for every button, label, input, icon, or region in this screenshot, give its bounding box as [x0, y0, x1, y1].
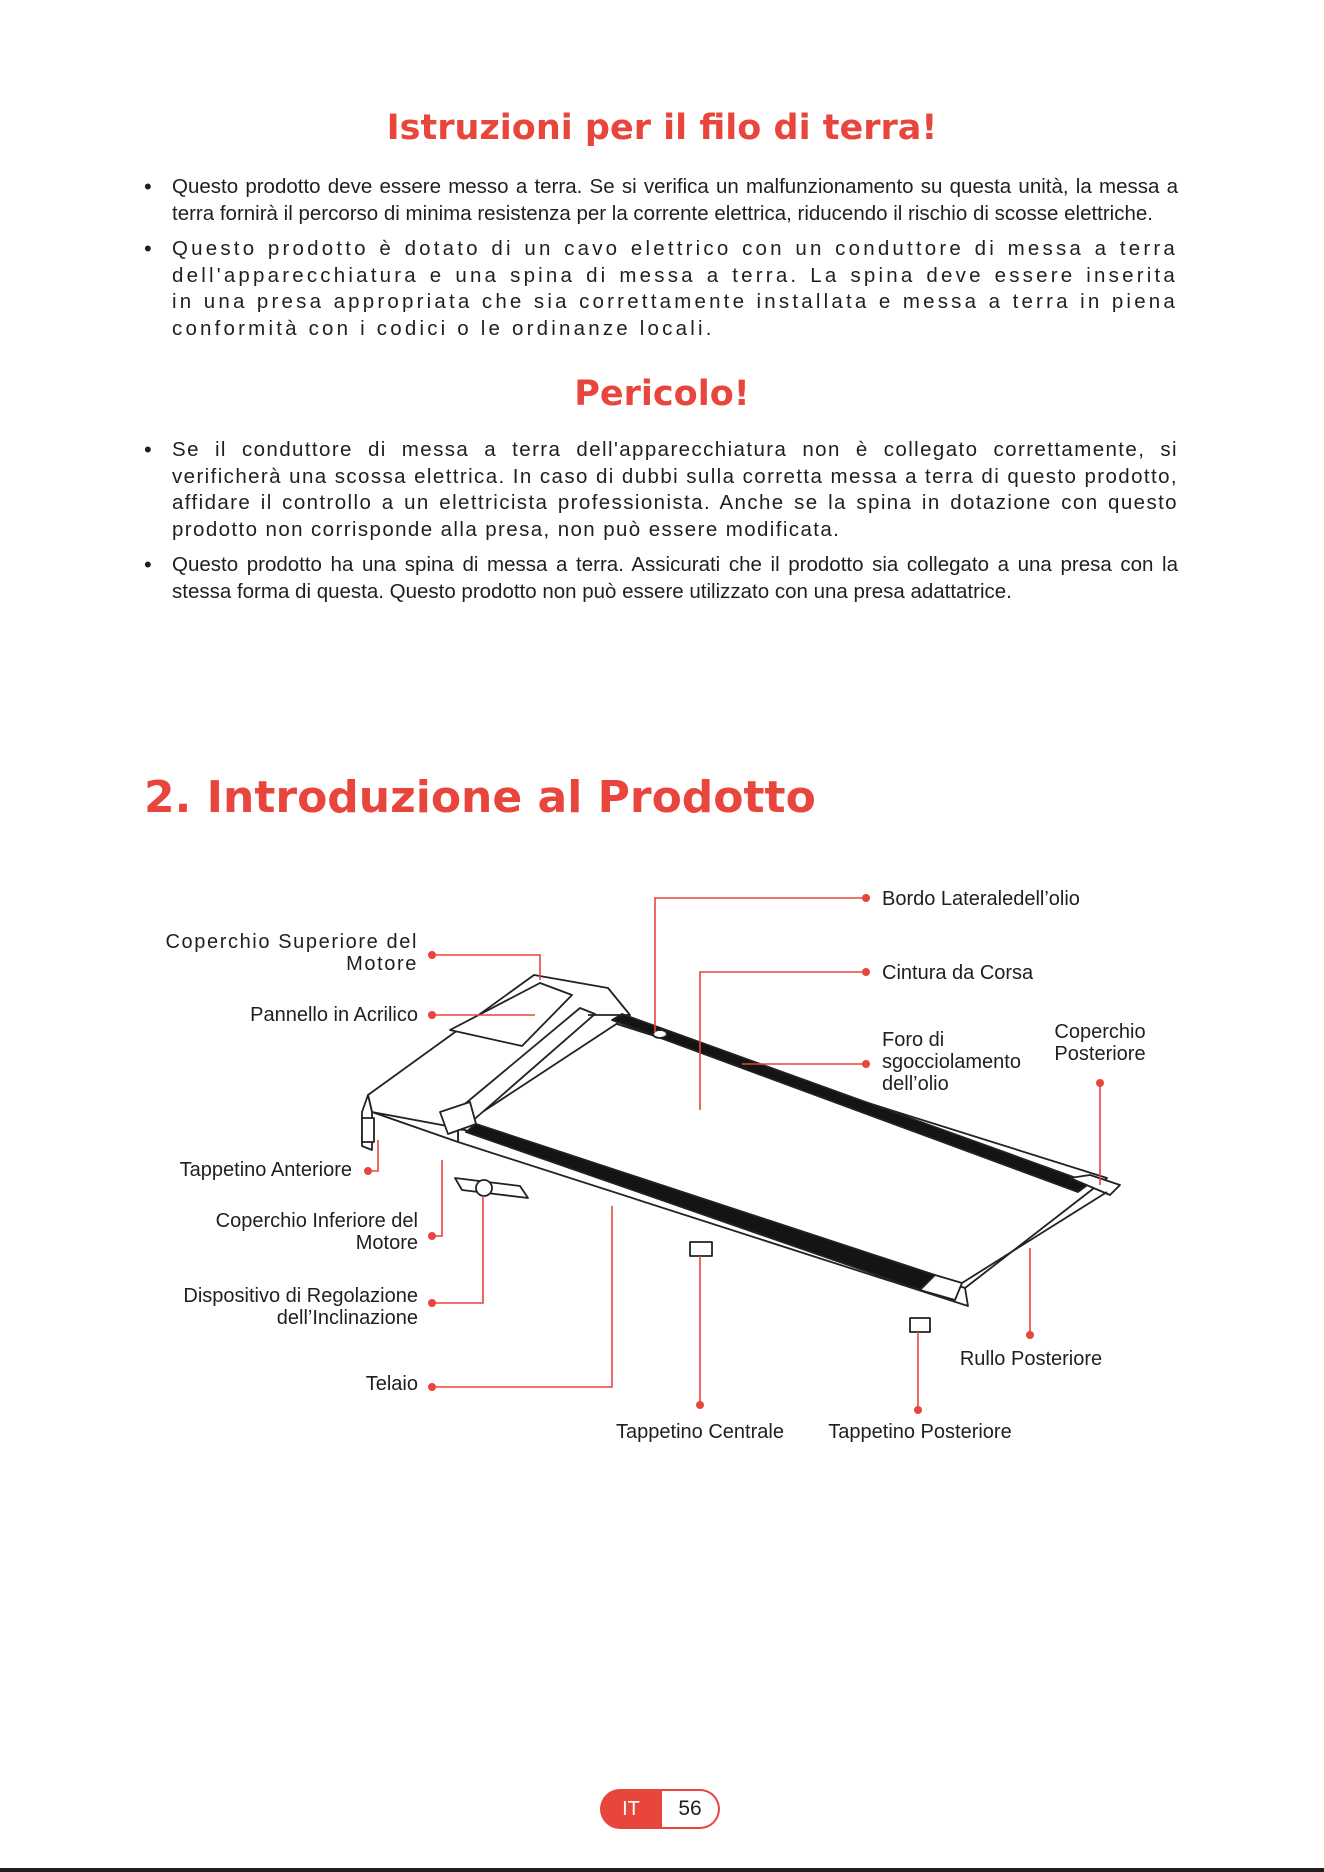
label-side-edge: Bordo Lateraledell’olio [882, 888, 1080, 910]
label-frame: Telaio [365, 1373, 418, 1395]
callout-dot-center-mat [696, 1401, 704, 1409]
callout-line-incline-device [432, 1196, 483, 1303]
callout-dot-incline-device [428, 1299, 436, 1307]
callout-line-side-edge [655, 898, 866, 1032]
label-center-mat: Tappetino Centrale [616, 1421, 784, 1443]
label-acrylic-panel: Pannello in Acrilico [250, 1004, 418, 1026]
center-foot [690, 1242, 712, 1256]
label-rear-roller: Rullo Posteriore [959, 1348, 1103, 1370]
label-oil-drain: Foro di sgocciolamento dell’olio [882, 1029, 1021, 1095]
callout-line-motor-bottom-cover [432, 1160, 442, 1236]
callout-dot-motor-bottom-cover [428, 1232, 436, 1240]
product-intro-title: 2. Introduzione al Prodotto [144, 772, 816, 823]
callout-dot-side-edge [862, 894, 870, 902]
callout-dot-motor-top-cover [428, 951, 436, 959]
callout-dot-frame [428, 1383, 436, 1391]
page-number: 56 [662, 1789, 720, 1829]
label-rear-mat: Tappetino Posteriore [828, 1421, 1012, 1443]
grounding-title: Istruzioni per il filo di terra! [386, 108, 938, 148]
label-incline-device: Dispositivo di Regolazione dell’Inclinazione [183, 1285, 418, 1329]
bottom-rule [0, 1868, 1324, 1872]
callout-line-frame [432, 1206, 612, 1387]
label-running-belt: Cintura da Corsa [882, 962, 1034, 984]
front-mat-block [362, 1118, 374, 1142]
callout-dot-rear-roller [1026, 1331, 1034, 1339]
callout-dot-running-belt [862, 968, 870, 976]
danger-title: Pericolo! [574, 374, 750, 414]
danger-bullet-2: • Questo prodotto ha una spina di messa a terra. Assicurati che il prodotto sia collegato a una presa con la stessa forma di questa. Questo prodotto non può essere utilizzato con una presa adattatrice. [144, 552, 1178, 605]
label-motor-top-cover: Coperchio Superiore del Motore [165, 931, 418, 975]
grounding-bullet-1: • Questo prodotto deve essere messo a terra. Se si verifica un malfunzionamento su questa unità, la messa a terra fornirà il percorso di minima resistenza per la corrente elettrica, riducendo il rischio di scosse elettriche. [144, 174, 1178, 227]
label-rear-cover: Coperchio Posteriore [1054, 1021, 1146, 1065]
callout-line-motor-top-cover [432, 955, 540, 980]
callout-dot-acrylic-panel [428, 1011, 436, 1019]
incline-knob [476, 1180, 492, 1196]
callout-dot-oil-drain [862, 1060, 870, 1068]
grounding-bullet-2: • Questo prodotto è dotato di un cavo elettrico con un conduttore di messa a terra dell'apparecchiatura e una spina di messa a terra. La spina deve essere inserita in una presa appropriata che sia correttamente installata e messa a terra in piena conformità con i codici o le ordinanze locali. [144, 236, 1178, 342]
language-tag: IT [600, 1789, 662, 1829]
page-number-badge [600, 1789, 722, 1829]
callout-dot-front-mat [364, 1167, 372, 1175]
label-motor-bottom-cover: Coperchio Inferiore del Motore [215, 1210, 418, 1254]
callout-dot-rear-mat [914, 1406, 922, 1414]
label-front-mat: Tappetino Anteriore [179, 1159, 352, 1181]
callout-dot-rear-cover [1096, 1079, 1104, 1087]
rear-foot [910, 1318, 930, 1332]
danger-bullet-1: • Se il conduttore di messa a terra dell'apparecchiatura non è collegato correttamente, si verificherà una scossa elettrica. In caso di dubbi sulla corretta messa a terra di questo prodotto, affidare il controllo a un elettricista professionista. Anche se la spina in dotazione con questo prodotto non corrisponde alla presa, non può essere modificata. [144, 437, 1178, 543]
